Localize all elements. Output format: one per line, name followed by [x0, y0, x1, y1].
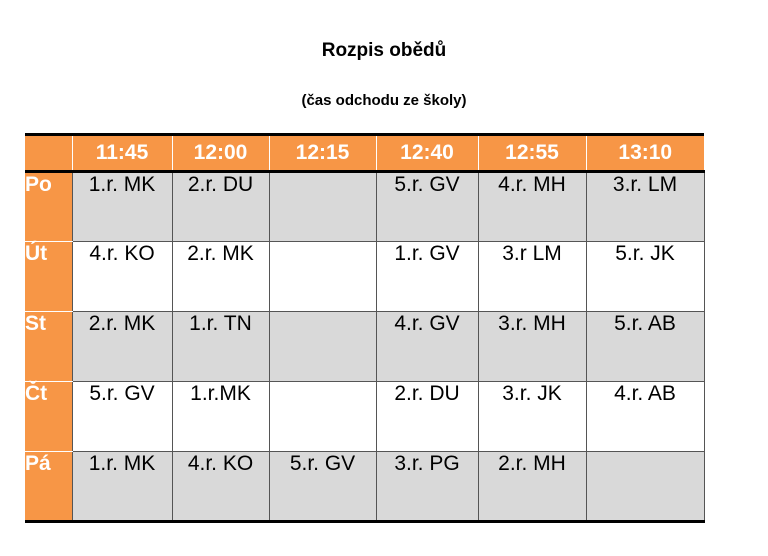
- schedule-cell: 5.r. GV: [72, 382, 172, 452]
- day-label: Út: [25, 242, 72, 312]
- schedule-cell: 2.r. DU: [376, 382, 478, 452]
- schedule-cell: [269, 242, 376, 312]
- schedule-cell: 2.r. DU: [172, 172, 269, 242]
- time-header: 13:10: [586, 135, 704, 172]
- page-title: Rozpis obědů: [321, 40, 447, 61]
- time-header: 12:40: [376, 135, 478, 172]
- schedule-cell: 4.r. KO: [172, 452, 269, 522]
- time-header: 12:55: [478, 135, 586, 172]
- table-row: [25, 242, 704, 312]
- schedule-cell: 2.r. MH: [478, 452, 586, 522]
- schedule-cell: 1.r. MK: [72, 172, 172, 242]
- page-subtitle: (čas odchodu ze školy): [301, 92, 467, 109]
- table-row: [25, 172, 704, 242]
- schedule-cell: 3.r. JK: [478, 382, 586, 452]
- schedule-cell: [269, 312, 376, 382]
- schedule-cell: 4.r. AB: [586, 382, 704, 452]
- day-label: Po: [25, 172, 72, 242]
- schedule-cell: [269, 382, 376, 452]
- schedule-cell: 4.r. KO: [72, 242, 172, 312]
- table-row: [25, 382, 704, 452]
- schedule-cell: 3.r. PG: [376, 452, 478, 522]
- table-row: [25, 452, 704, 522]
- schedule-cell: [269, 172, 376, 242]
- schedule-cell: 1.r. TN: [172, 312, 269, 382]
- schedule-cell: 1.r.MK: [172, 382, 269, 452]
- schedule-cell: 3.r. LM: [586, 172, 704, 242]
- schedule-cell: 1.r. GV: [376, 242, 478, 312]
- schedule-cell: 1.r. MK: [72, 452, 172, 522]
- day-label: St: [25, 312, 72, 382]
- schedule-cell: 4.r. GV: [376, 312, 478, 382]
- schedule-cell: 5.r. JK: [586, 242, 704, 312]
- schedule-cell: 2.r. MK: [172, 242, 269, 312]
- day-label: Čt: [25, 382, 72, 452]
- schedule-cell: 5.r. GV: [269, 452, 376, 522]
- schedule-cell: 3.r LM: [478, 242, 586, 312]
- time-header: 12:00: [172, 135, 269, 172]
- schedule-cell: 4.r. MH: [478, 172, 586, 242]
- schedule-cell: 3.r. MH: [478, 312, 586, 382]
- header-row: [25, 135, 704, 172]
- table-row: [25, 312, 704, 382]
- schedule-cell: 5.r. AB: [586, 312, 704, 382]
- schedule-cell: 2.r. MK: [72, 312, 172, 382]
- schedule-cell: [586, 452, 704, 522]
- header-corner: [25, 135, 72, 172]
- day-label: Pá: [25, 452, 72, 522]
- schedule-cell: 5.r. GV: [376, 172, 478, 242]
- time-header: 12:15: [269, 135, 376, 172]
- lunch-schedule-table: [25, 133, 705, 523]
- time-header: 11:45: [72, 135, 172, 172]
